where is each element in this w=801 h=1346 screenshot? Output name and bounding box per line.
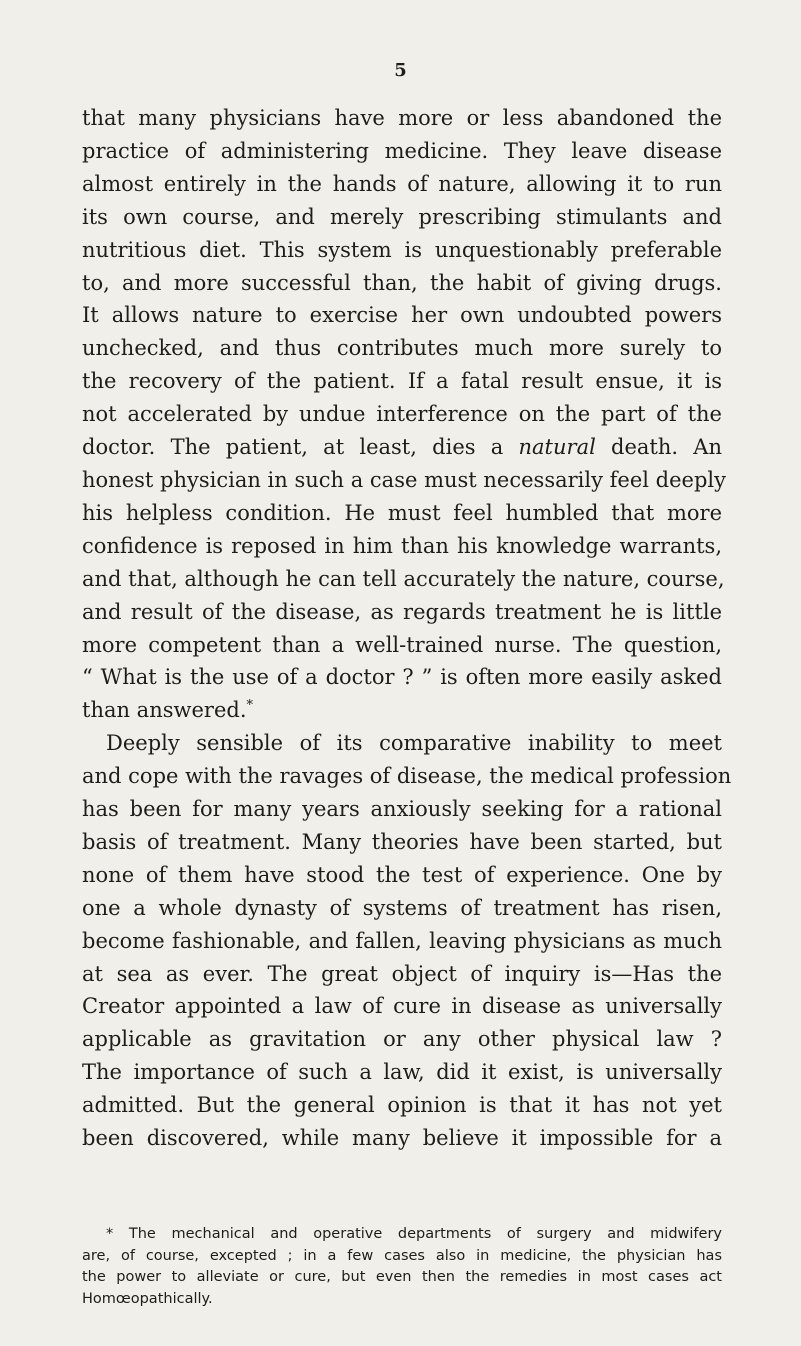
italic-word: natural <box>518 435 596 460</box>
text-line: nutritious diet. This system is unquestionably preferable <box>82 237 722 262</box>
text-line: “ What is the use of a doctor ? ” is often more easily asked <box>82 665 722 690</box>
paragraph-1 <box>82 102 726 727</box>
text-line: its own course, and merely prescribing stimulants and <box>82 204 722 229</box>
page-body <box>82 102 732 1155</box>
text-line: admitted. But the general opinion is that it has not yet <box>82 1093 722 1118</box>
text-line: one a whole dynasty of systems of treatment has risen, <box>82 895 722 920</box>
text-line: not accelerated by undue interference on the part of the <box>82 402 722 427</box>
text-line: none of them have stood the test of experience. One by <box>82 862 722 887</box>
text-line: his helpless condition. He must feel humbled that more <box>82 500 722 525</box>
text-line: and cope with the ravages of disease, the medical profession <box>82 764 732 789</box>
footnote-line: Homœopathically. <box>82 1290 213 1307</box>
footnote-marker[interactable]: * <box>246 698 253 714</box>
text-segment: doctor. The patient, at least, dies a <box>82 435 519 460</box>
text-line <box>82 694 722 727</box>
text-segment: death. An <box>595 435 722 460</box>
text-line: more competent than a well-trained nurse. The question, <box>82 632 722 657</box>
text-line <box>82 431 722 464</box>
page-number: 5 <box>394 60 407 81</box>
text-line: almost entirely in the hands of nature, allowing it to run <box>82 171 722 196</box>
text-line: at sea as ever. The great object of inquiry is—Has the <box>82 961 722 986</box>
text-line: and result of the disease, as regards treatment he is little <box>82 599 722 624</box>
text-line: applicable as gravitation or any other physical law ? <box>82 1027 722 1052</box>
text-line: been discovered, while many believe it impossible for a <box>82 1126 722 1151</box>
text-line: to, and more successful than, the habit of giving drugs. <box>82 270 722 295</box>
text-line: practice of administering medicine. They leave disease <box>82 138 722 163</box>
text-line: and that, although he can tell accurately the nature, course, <box>82 566 725 591</box>
text-line: the recovery of the patient. If a fatal result ensue, it is <box>82 369 722 394</box>
text-line: honest physician in such a case must necessarily feel deeply <box>82 467 726 492</box>
footnote-line: * The mechanical and operative departments of surgery and midwifery <box>106 1226 722 1242</box>
text-line: Deeply sensible of its comparative inability to meet <box>106 731 722 756</box>
footnote-line: the power to alleviate or cure, but even then the remedies in most cases act <box>82 1269 722 1285</box>
text-line: basis of treatment. Many theories have been started, but <box>82 829 722 854</box>
text-line: has been for many years anxiously seeking for a rational <box>82 797 722 822</box>
text-line: Creator appointed a law of cure in disease as universally <box>82 994 722 1019</box>
text-segment: than answered. <box>82 698 247 723</box>
text-line: that many physicians have more or less abandoned the <box>82 106 722 130</box>
footnote <box>82 1224 722 1310</box>
text-line: It allows nature to exercise her own undoubted powers <box>82 303 722 328</box>
text-line: The importance of such a law, did it exist, is universally <box>82 1060 722 1085</box>
text-line: become fashionable, and fallen, leaving physicians as much <box>82 928 722 953</box>
text-line: unchecked, and thus contributes much more surely to <box>82 336 722 361</box>
paragraph-2 <box>82 727 732 1155</box>
footnote-line: are, of course, excepted ; in a few cases also in medicine, the physician has <box>82 1247 722 1264</box>
text-line: confidence is reposed in him than his knowledge warrants, <box>82 533 722 558</box>
